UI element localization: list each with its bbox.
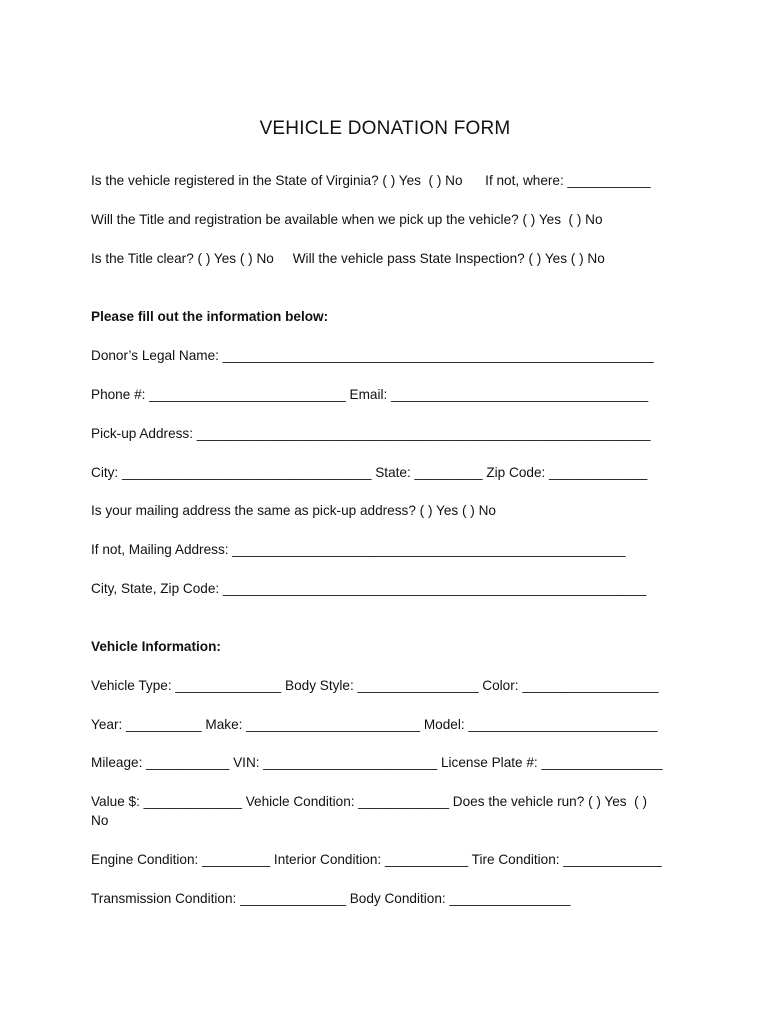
- question-title-clear-inspection: Is the Title clear? ( ) Yes ( ) No Will the vehicle pass State Inspection? ( ) Yes ( ) No: [91, 251, 605, 266]
- question-registered-virginia: Is the vehicle registered in the State of Virginia? ( ) Yes ( ) No If not, where: ___________: [91, 173, 651, 188]
- field-mailing-city-state-zip: City, State, Zip Code: ________________________________________________________: [91, 581, 647, 596]
- section-heading-vehicle-info: Vehicle Information:: [91, 639, 221, 654]
- field-pickup-address: Pick-up Address: ____________________________________________________________: [91, 426, 651, 441]
- field-engine-interior-tire: Engine Condition: _________ Interior Condition: ___________ Tire Condition: _____________: [91, 852, 662, 867]
- field-value-condition-runs: Value $: _____________ Vehicle Condition: ____________ Does the vehicle run? ( ) Yes ( ): [91, 794, 647, 809]
- field-transmission-body: Transmission Condition: ______________ Body Condition: ________________: [91, 891, 571, 906]
- field-runs-no-continued: No: [91, 813, 109, 828]
- field-mileage-vin-plate: Mileage: ___________ VIN: _______________________ License Plate #: ________________: [91, 755, 663, 770]
- field-year-make-model: Year: __________ Make: _______________________ Model: _________________________: [91, 717, 658, 732]
- form-title: VEHICLE DONATION FORM: [259, 118, 511, 139]
- question-mailing-same: Is your mailing address the same as pick-up address? ( ) Yes ( ) No: [91, 503, 496, 518]
- section-heading-donor-info: Please fill out the information below:: [91, 309, 329, 324]
- question-title-available: Will the Title and registration be available when we pick up the vehicle? ( ) Yes ( ) No: [91, 212, 603, 227]
- field-mailing-address: If not, Mailing Address: ____________________________________________________: [91, 542, 626, 557]
- field-city-state-zip: City: _________________________________ State: _________ Zip Code: _____________: [91, 465, 648, 480]
- field-donor-legal-name: Donor’s Legal Name: _________________________________________________________: [91, 348, 654, 363]
- field-vehicle-type-body-color: Vehicle Type: ______________ Body Style: ________________ Color: __________________: [91, 678, 659, 693]
- field-phone-email: Phone #: __________________________ Email: __________________________________: [91, 387, 649, 402]
